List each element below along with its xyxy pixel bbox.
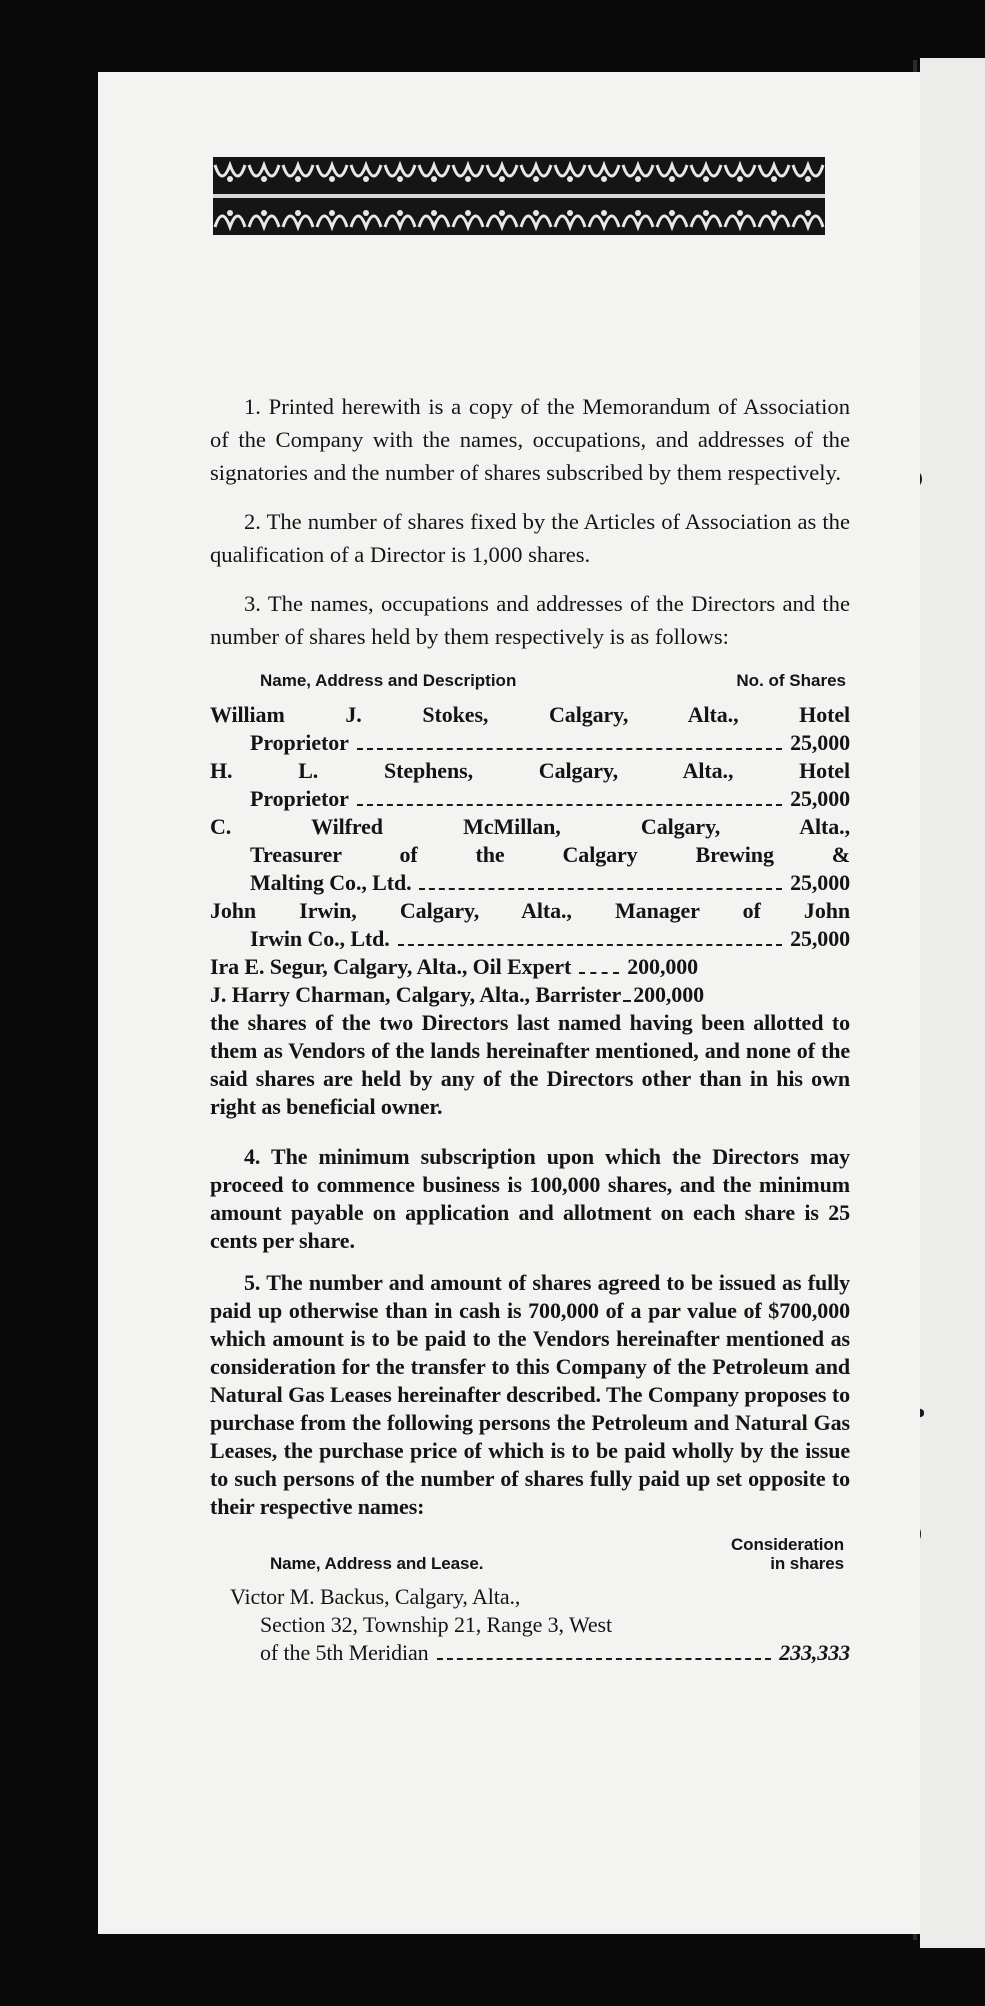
vendor-name: Victor M. Backus, Calgary, Alta., [230, 1584, 521, 1609]
directors-note: the shares of the two Directors last named having been allotted to them as Vendors of the lands hereinafter mentioned, and none of the said shares are held by any of the Directors other than in his own right as beneficial owner. [210, 1010, 850, 1119]
document-body [210, 390, 850, 1667]
directors-list [210, 701, 850, 1667]
director-entry [210, 757, 850, 813]
director-shares: 25,000 [790, 786, 850, 811]
director-name: C. Wilfred McMillan, Calgary, Alta., [210, 814, 850, 839]
director-entry [210, 813, 850, 897]
leader-dots [357, 748, 782, 750]
director-description: Proprietor [250, 730, 349, 755]
decorative-header-border [213, 157, 825, 235]
lease-description: of the 5th Meridian [260, 1640, 429, 1665]
director-shares: 200,000 [633, 982, 704, 1007]
paragraph-3: 3. The names, occupations and addresses of the Directors and the number of shares held by them respectively is as follows: [210, 591, 850, 649]
header-consideration-line1: Consideration [731, 1535, 844, 1554]
director-description: Proprietor [250, 786, 349, 811]
director-entry [210, 701, 850, 757]
director-shares: 200,000 [627, 954, 699, 979]
paragraph-5: 5. The number and amount of shares agreed to be issued as fully paid up otherwise than in cash is 700,000 of a par value of $700,000 which amount is to be paid to the Vendors hereinafter mentioned as consideration for the transfer to this Company of the Petroleum and Natural Gas Leases hereinafter described. The Company proposes to purchase from the following persons the Petroleum and Natural Gas Leases, the purchase price of which is to be paid wholly by the issue to such persons of the number of shares fully paid up set opposite to their respective names: [210, 1270, 850, 1519]
director-name: J. Harry Charman, Calgary, Alta., Barrister [210, 982, 622, 1007]
director-entry [210, 981, 850, 1009]
leader-dots [623, 1000, 631, 1002]
lease-shares: 233,333 [779, 1640, 850, 1665]
director-name: Ira E. Segur, Calgary, Alta., Oil Expert [210, 954, 572, 979]
director-shares: 25,000 [790, 870, 850, 895]
director-name: John Irwin, Calgary, Alta., Manager of John [210, 898, 850, 923]
leader-dots [398, 944, 782, 946]
adjacent-page-edge [920, 58, 985, 1948]
header-name-address-lease: Name, Address and Lease. [270, 1554, 484, 1573]
paragraph-4: 4. The minimum subscription upon which the Directors may proceed to commence business is 100,000 shares, and the minimum amount payable on application and allotment on each share is 25 cents per share. [210, 1144, 850, 1253]
header-consideration-line2: in shares [770, 1554, 844, 1573]
directors-table-header [210, 671, 850, 691]
director-shares: 25,000 [790, 730, 850, 755]
header-name-address: Name, Address and Description [260, 671, 517, 690]
header-consideration [731, 1535, 844, 1573]
lease-table-header [210, 1535, 850, 1573]
director-entry [210, 953, 850, 981]
director-name: H. L. Stephens, Calgary, Alta., Hotel [210, 758, 850, 783]
leader-dots [579, 972, 619, 974]
header-no-of-shares: No. of Shares [736, 671, 846, 690]
director-name: William J. Stokes, Calgary, Alta., Hotel [210, 702, 850, 727]
lease-description: Section 32, Township 21, Range 3, West [260, 1612, 613, 1637]
director-shares: 25,000 [790, 926, 850, 951]
lease-entry [210, 1583, 850, 1667]
paragraph-1: 1. Printed herewith is a copy of the Memorandum of Association of the Company with the names, occupations, and addresses of the signatories and the number of shares subscribed by them respectively. [210, 394, 850, 485]
director-description: Treasurer of the Calgary Brewing & [250, 842, 850, 867]
leader-dots [437, 1658, 772, 1660]
director-description: Malting Co., Ltd. [250, 870, 412, 895]
director-entry [210, 897, 850, 953]
leader-dots [419, 888, 782, 890]
leader-dots [357, 804, 782, 806]
paragraph-2: 2. The number of shares fixed by the Articles of Association as the qualification of a Director is 1,000 shares. [210, 509, 850, 567]
director-description: Irwin Co., Ltd. [250, 926, 390, 951]
